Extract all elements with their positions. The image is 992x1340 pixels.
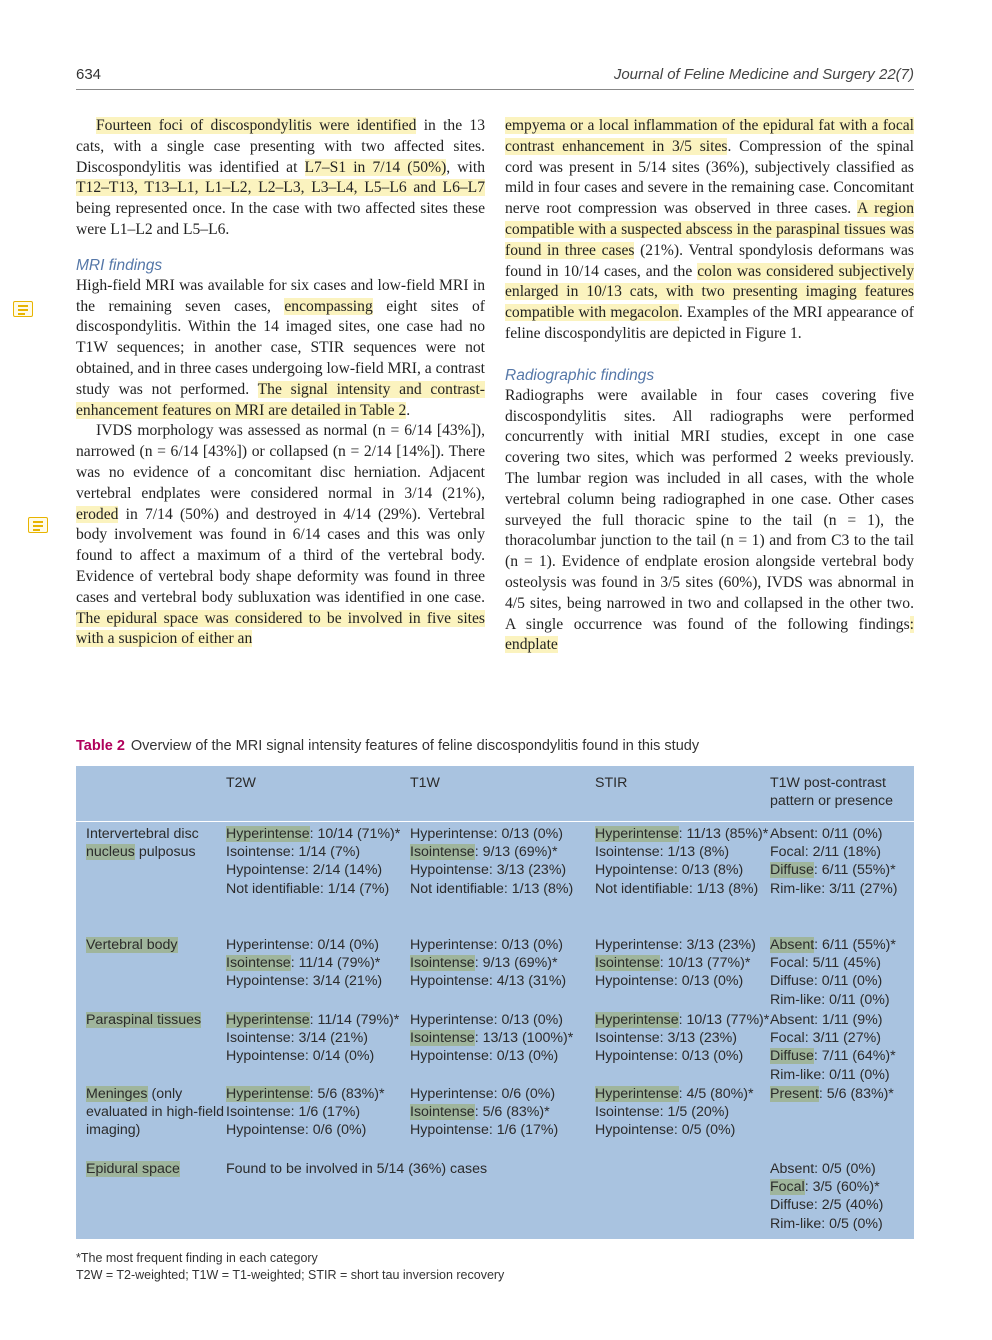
text: in the 13 cats, with a single case presenting with two affected sites. Discospondylitis was identified at — [76, 117, 485, 176]
row-label-paraspinal: Paraspinal tissues — [86, 1012, 202, 1028]
comment-note-icon[interactable] — [28, 517, 48, 533]
paragraph-mri — [76, 276, 485, 422]
highlight: L7–S1 in 7/14 (50%) — [304, 158, 447, 176]
paragraph-sites — [76, 116, 485, 241]
cell-para-postcontrast: Absent: 1/11 (9%) Focal: 3/11 (27%) Diffuse: 7/11 (64%)* Rim-like: 0/11 (0%) — [770, 1012, 896, 1083]
table-2 — [76, 766, 914, 1239]
highlight: The signal intensity and contrast-enhancement features on MRI are detailed in Table 2 — [76, 380, 485, 419]
cell-vb-t1w: Hyperintense: 0/13 (0%) Isointense: 9/13 (69%)* Hypointense: 4/13 (31%) — [410, 937, 567, 990]
journal-title: Journal of Feline Medicine and Surgery 22(7) — [613, 66, 914, 83]
highlight: The epidural space was considered to be involved in five sites with a suspicion of either an — [76, 609, 485, 648]
col-header-stir: STIR — [595, 775, 628, 791]
paragraph-radiographic — [505, 386, 914, 656]
highlight: T12–T13, T13–L1, L1–L2, L2–L3, L3–L4, L5–L6 and L6–L7 — [76, 179, 485, 197]
table-caption-text: Overview of the MRI signal intensity features of feline discospondylitis found in this study — [130, 738, 700, 754]
cell-men-t1w: Hyperintense: 0/6 (0%) Isointense: 5/6 (83%)* Hypointense: 1/6 (17%) — [410, 1086, 559, 1139]
highlight: empyema or a local inflammation of the epidural fat with a focal contrast enhancement in 3/5 sites — [505, 117, 914, 155]
text: . Compression of the spinal cord was present in 5/14 sites (36%), subjectively classified as mild in four cases and severe in the remaining case. Concomitant nerve root compression was observed in three cases. — [505, 137, 914, 218]
cell-para-t1w: Hyperintense: 0/13 (0%) Isointense: 13/13 (100%)* Hypointense: 0/13 (0%) — [410, 1012, 574, 1065]
cell-para-t2w: Hyperintense: 11/14 (79%)* Isointense: 3/14 (21%) Hypointense: 0/14 (0%) — [226, 1012, 400, 1065]
cell-epi-postcontrast: Absent: 0/5 (0%) Focal: 3/5 (60%)* Diffuse: 2/5 (40%) Rim-like: 0/5 (0%) — [770, 1161, 884, 1232]
highlight: A region compatible with a suspected abscess in the paraspinal tissues was found in three cases — [505, 200, 914, 259]
row-label-disc: Intervertebral disc nucleus pulposus — [86, 826, 199, 861]
table-footnotes — [76, 1250, 504, 1284]
cell-para-stir: Hyperintense: 10/13 (77%)* Isointense: 3/13 (23%) Hypointense: 0/13 (0%) — [595, 1012, 770, 1065]
text: in 7/14 (50%) and destroyed in 4/14 (29%). Vertebral body involvement was found in 6/14 cases and this was only found to affect a maximum of a third of the vertebral body. Evidence of vertebral body shape deformity was found in three cases and vertebral body subluxation was identified in one case. — [76, 505, 485, 606]
cell-disc-stir: Hyperintense: 11/13 (85%)* Isointense: 1/13 (8%) Hypointense: 0/13 (8%) Not identifiable: 1/13 (8%) — [595, 826, 769, 897]
cell-men-t2w: Hyperintense: 5/6 (83%)* Isointense: 1/6 (17%) Hypointense: 0/6 (0%) — [226, 1086, 385, 1139]
col-header-t2w: T2W — [226, 775, 256, 791]
table-caption — [76, 738, 699, 754]
text: Radiographs were available in four cases covering five discospondylitis sites. All radiographs were performed concurrently with initial MRI studies, except in one case covering two sites, which was performed 2 weeks previously. The lumbar region was included in all cases, with the whole vertebral column being radiographed in one case. Other cases surveyed the full thoracic spine to the tail (n = 1), the thoracolumbar junction to the tail (n = 1) and from C3 to the tail (n = 1). Evidence of endplate erosion alongside vertebral body osteolysis was found in 3/5 sites (60%), IVDS was abnormal in 4/5 sites, being narrowed in two and collapsed in the other two. A single occurrence was found of the following findings — [505, 386, 914, 633]
text: High-field MRI was available for six cases and low-field MRI in the remaining seven cases, — [76, 276, 485, 315]
text: eight sites of discospondylitis. Within the 14 imaged sites, one case had no T1W sequences; in another case, STIR sequences were not obtained, and in three cases undergoing low-field MRI, a contrast study was not performed. — [76, 297, 485, 398]
left-column — [76, 116, 485, 650]
header-rule — [76, 89, 914, 90]
text: . Examples of the MRI appearance of feline discospondylitis are depicted in Figure 1. — [505, 304, 914, 342]
cell-disc-t1w: Hyperintense: 0/13 (0%) Isointense: 9/13 (69%)* Hypointense: 3/13 (23%) Not identifiable: 1/13 (8%) — [410, 826, 574, 897]
highlight: Fourteen foci of discospondylitis were identified — [96, 117, 417, 134]
cell-disc-postcontrast: Absent: 0/11 (0%) Focal: 2/11 (18%) Diffuse: 6/11 (55%)* Rim-like: 3/11 (27%) — [770, 826, 898, 897]
highlight: eroded — [76, 505, 119, 523]
row-label-vertebral-body: Vertebral body — [86, 937, 178, 953]
footnote-abbreviations: T2W = T2-weighted; T1W = T1-weighted; STIR = short tau inversion recovery — [76, 1268, 505, 1282]
text: (21%). Ventral spondylosis deformans was found in 10/14 cases, and the — [505, 241, 914, 280]
comment-note-icon[interactable] — [13, 301, 33, 317]
highlight: encompassing — [284, 297, 373, 315]
section-heading-radiographic: Radiographic findings — [505, 366, 655, 384]
col-header-post-contrast: T1W post-contrast pattern or presence — [770, 775, 894, 810]
paragraph-epidural — [505, 116, 914, 345]
text: IVDS morphology was assessed as normal (n = 6/14 [43%]), narrowed (n = 6/14 [43%]) or collapsed (n = 2/14 [14%]). There was no evidence of a concomitant disc herniation. Adjacent vertebral endplates were considered normal in 3/14 (21%), — [76, 422, 485, 502]
right-column — [505, 116, 914, 656]
col-header-t1w: T1W — [410, 775, 440, 791]
cell-disc-t2w: Hyperintense: 10/14 (71%)* Isointense: 1/14 (7%) Hypointense: 2/14 (14%) Not identifiable: 1/14 (7%) — [226, 826, 401, 897]
cell-epidural-span: Found to be involved in 5/14 (36%) cases — [226, 1161, 488, 1177]
header-divider — [76, 821, 914, 822]
text: being represented once. In the case with two affected sites these were L1–L2 and L5–L6. — [76, 200, 485, 238]
page-number: 634 — [76, 66, 102, 83]
cell-men-postcontrast: Present: 5/6 (83%)* — [770, 1086, 894, 1102]
section-heading-mri: MRI findings — [76, 256, 163, 274]
paragraph-ivds — [76, 421, 485, 650]
cell-vb-postcontrast: Absent: 6/11 (55%)* Focal: 5/11 (45%) Diffuse: 0/11 (0%) Rim-like: 0/11 (0%) — [770, 937, 896, 1008]
table-header-row — [76, 774, 914, 822]
cell-men-stir: Hyperintense: 4/5 (80%)* Isointense: 1/5 (20%) Hypointense: 0/5 (0%) — [595, 1086, 754, 1139]
text: , with — [446, 158, 485, 176]
text: . — [406, 401, 411, 419]
row-label-meninges: Meninges (only evaluated in high-field imaging) — [86, 1086, 225, 1139]
table-label: Table 2 — [76, 738, 125, 754]
row-label-epidural: Epidural space — [86, 1161, 180, 1177]
highlight: colon was considered subjectively enlarged in 10/13 cats, with two presenting imaging features compatible with megacolon — [505, 262, 914, 322]
cell-vb-stir: Hyperintense: 3/13 (23%) Isointense: 10/13 (77%)* Hypointense: 0/13 (0%) — [595, 937, 756, 990]
page-header — [76, 66, 914, 88]
cell-vb-t2w: Hyperintense: 0/14 (0%) Isointense: 11/14 (79%)* Hypointense: 3/14 (21%) — [226, 937, 383, 990]
highlight: : endplate — [505, 615, 914, 654]
footnote-asterisk: *The most frequent finding in each category — [76, 1251, 318, 1265]
